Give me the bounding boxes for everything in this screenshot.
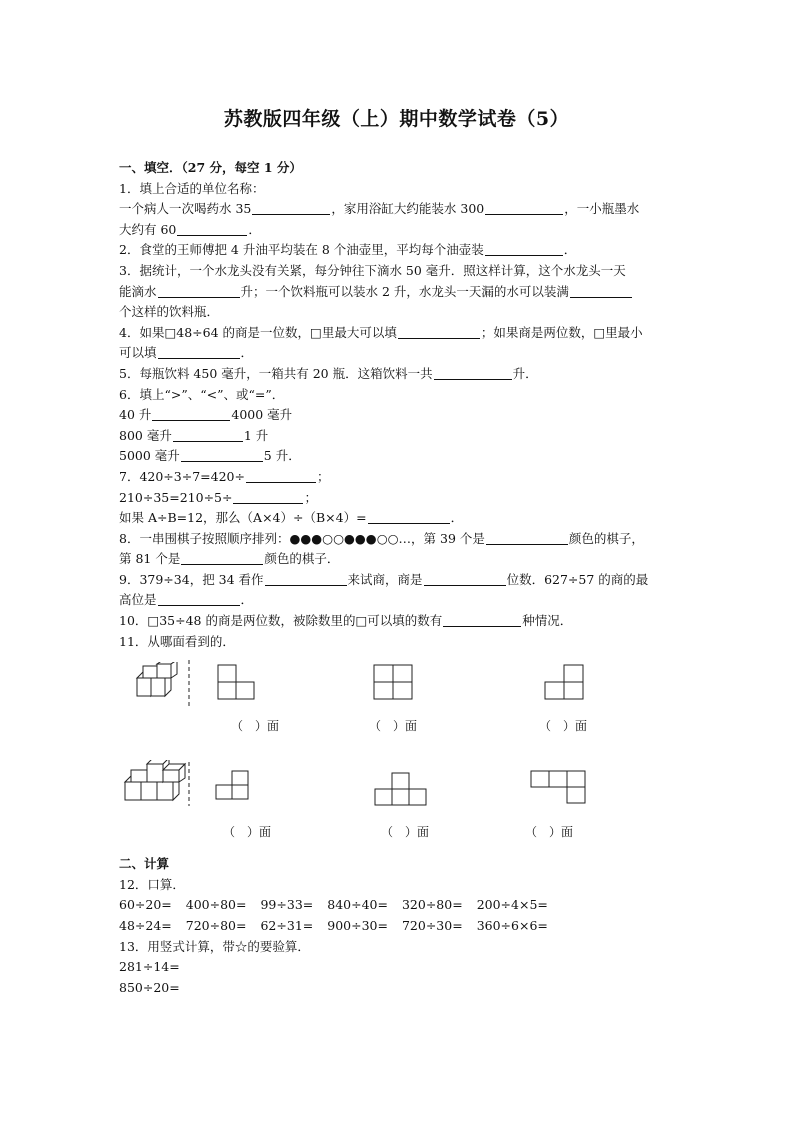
line-text: 来试商，商是	[347, 571, 423, 587]
line-text: 位数．627÷57 的商的最	[506, 571, 649, 587]
caption-2: （ ）面	[369, 719, 418, 734]
question-line	[119, 590, 679, 611]
oral-calc-item: 840÷40=	[327, 897, 388, 913]
line-text: ；	[316, 468, 330, 484]
answer-blank[interactable]	[233, 489, 303, 504]
line-text: 2．食堂的王师傅把 4 升油平均装在 8 个油壶里，平均每个油壶装	[119, 242, 484, 258]
line-text: 5 升．	[263, 448, 301, 464]
line-text: 1．填上合适的单位名称：	[119, 180, 265, 196]
line-text: 个这样的饮料瓶．	[119, 304, 220, 320]
line-text: 40 升	[119, 407, 152, 423]
question-line	[119, 385, 679, 406]
vertical-calc-2: 850÷20=	[119, 979, 180, 995]
line-text: 高位是	[119, 592, 157, 608]
answer-blank[interactable]	[570, 283, 632, 298]
question-line	[119, 426, 679, 447]
question-12: 12．口算．	[119, 876, 185, 892]
fill-in-section	[119, 158, 679, 652]
line-text: 210÷35=210÷5÷	[119, 489, 233, 505]
line-text: 种情况．	[522, 613, 573, 629]
view-shape-4	[215, 770, 251, 802]
section-2-heading: 二、计算	[119, 856, 170, 872]
question-line	[119, 488, 679, 509]
answer-blank[interactable]	[173, 427, 243, 442]
answer-blank[interactable]	[181, 447, 263, 462]
oral-calc-item: 48÷24=	[119, 918, 172, 934]
oral-calc-item: 62÷31=	[260, 918, 314, 934]
oral-calc-item: 900÷30=	[327, 918, 388, 934]
question-line	[119, 282, 679, 303]
line-text: 4000 毫升	[231, 407, 293, 423]
view-shape-1	[217, 664, 259, 700]
answer-blank[interactable]	[158, 591, 240, 606]
answer-blank[interactable]	[252, 200, 330, 215]
question-13: 13．用竖式计算，带☆的要验算．	[119, 938, 310, 954]
line-text: 颜色的棋子，	[568, 530, 644, 546]
answer-blank[interactable]	[158, 283, 240, 298]
view-shape-3	[543, 664, 585, 700]
answer-blank[interactable]	[246, 468, 316, 483]
answer-blank[interactable]	[181, 550, 263, 565]
view-shape-2	[373, 664, 415, 700]
oral-calc-item: 360÷6×6=	[476, 918, 548, 934]
oral-calc-item: 200÷4×5=	[476, 897, 548, 913]
line-text: 5．每瓶饮料 450 毫升，一箱共有 20 瓶．这箱饮料一共	[119, 365, 433, 381]
line-text: 1 升	[243, 427, 269, 443]
divider-line-1	[187, 660, 191, 708]
question-line	[119, 240, 679, 261]
question-line	[119, 343, 679, 364]
answer-blank[interactable]	[485, 241, 563, 256]
oral-calc-item: 400÷80=	[185, 897, 247, 913]
line-text: 6．填上“>”、“<”、或“=”．	[119, 386, 285, 402]
line-text: 800 毫升	[119, 427, 172, 443]
caption-3: （ ）面	[539, 719, 588, 734]
line-text: 5000 毫升	[119, 448, 180, 464]
line-text: 10．□35÷48 的商是两位数，被除数里的□可以填的数有	[119, 613, 443, 629]
line-text: ．	[450, 510, 464, 526]
caption-6: （ ）面	[525, 825, 574, 840]
cube-stack-figure-2	[123, 760, 189, 804]
divider-line-2	[187, 762, 191, 806]
question-line	[119, 467, 679, 488]
answer-blank[interactable]	[434, 365, 512, 380]
line-text: 颜色的棋子．	[264, 551, 340, 567]
answer-blank[interactable]	[398, 324, 480, 339]
line-text: ，家用浴缸大约能装水 300	[331, 201, 485, 217]
line-text: ．	[248, 221, 261, 237]
line-text: 升．	[512, 365, 538, 381]
page-title: 苏教版四年级（上）期中数学试卷（5）	[223, 108, 570, 130]
question-line	[119, 549, 679, 570]
line-text: ，一小瓶墨水	[564, 201, 640, 217]
line-text: 升；一个饮料瓶可以装水 2 升，水龙头一天漏的水可以装满	[240, 283, 569, 299]
line-text: ．	[240, 592, 254, 608]
line-text: ；如果商是两位数，□里最小	[480, 324, 643, 340]
answer-blank[interactable]	[152, 406, 230, 421]
line-text: 可以填	[119, 345, 157, 361]
caption-4: （ ）面	[223, 825, 272, 840]
answer-blank[interactable]	[485, 200, 563, 215]
view-figures	[119, 656, 679, 846]
view-shape-6	[529, 770, 589, 806]
line-text: 11．从哪面看到的．	[119, 633, 235, 649]
question-line	[119, 611, 679, 632]
answer-blank[interactable]	[424, 571, 506, 586]
line-text: 第 81 个是	[119, 551, 181, 567]
oral-calc-item: 720÷80=	[185, 918, 247, 934]
line-text: 如果 A÷B=12，那么（A×4）÷（B×4）=	[119, 510, 367, 526]
question-line	[119, 508, 679, 529]
oral-calc-item: 720÷30=	[401, 918, 463, 934]
question-line	[119, 302, 679, 323]
calc-row-2	[119, 916, 679, 937]
exam-content	[119, 158, 679, 998]
line-text: 一、填空．（27 分，每空 1 分）	[119, 160, 302, 175]
answer-blank[interactable]	[177, 221, 247, 236]
caption-5: （ ）面	[381, 825, 430, 840]
answer-blank[interactable]	[265, 571, 347, 586]
vertical-calc-1: 281÷14=	[119, 959, 180, 975]
view-shape-5	[373, 772, 429, 806]
question-line	[119, 529, 679, 550]
calc-row-1	[119, 895, 679, 916]
question-line	[119, 323, 679, 344]
oral-calc-item: 99÷33=	[260, 897, 314, 913]
question-line	[119, 364, 679, 385]
line-text: 4．如果□48÷64 的商是一位数，□里最大可以填	[119, 324, 397, 340]
answer-blank[interactable]	[158, 344, 240, 359]
section-1-heading	[119, 158, 679, 179]
answer-blank[interactable]	[443, 612, 521, 627]
oral-calc-item: 60÷20=	[119, 897, 172, 913]
question-line	[119, 405, 679, 426]
line-text: 7．420÷3÷7=420÷	[119, 468, 245, 484]
line-text: 8．一串围棋子按照顺序排列：●●●○○●●●○○…，第 39 个是	[119, 530, 485, 546]
question-line	[119, 570, 679, 591]
question-line	[119, 199, 679, 220]
line-text: ．	[240, 345, 254, 361]
line-text: 大约有 60	[119, 221, 177, 237]
answer-blank[interactable]	[368, 509, 450, 524]
cube-stack-figure-1	[133, 662, 185, 700]
line-text: 能滴水	[119, 283, 157, 299]
question-line	[119, 261, 679, 282]
line-text: 一个病人一次喝药水 35	[119, 201, 252, 217]
line-text: 3．据统计，一个水龙头没有关紧，每分钟往下滴水 50 毫升．照这样计算，这个水龙头一天	[119, 262, 626, 278]
question-line	[119, 179, 679, 200]
caption-1: （ ）面	[231, 719, 280, 734]
question-line	[119, 220, 679, 241]
question-line	[119, 446, 679, 467]
line-text: ．	[563, 242, 577, 258]
question-line	[119, 632, 679, 653]
line-text: 9．379÷34，把 34 看作	[119, 571, 264, 587]
line-text: ；	[304, 489, 317, 505]
oral-calc-item: 320÷80=	[401, 897, 463, 913]
answer-blank[interactable]	[486, 530, 568, 545]
